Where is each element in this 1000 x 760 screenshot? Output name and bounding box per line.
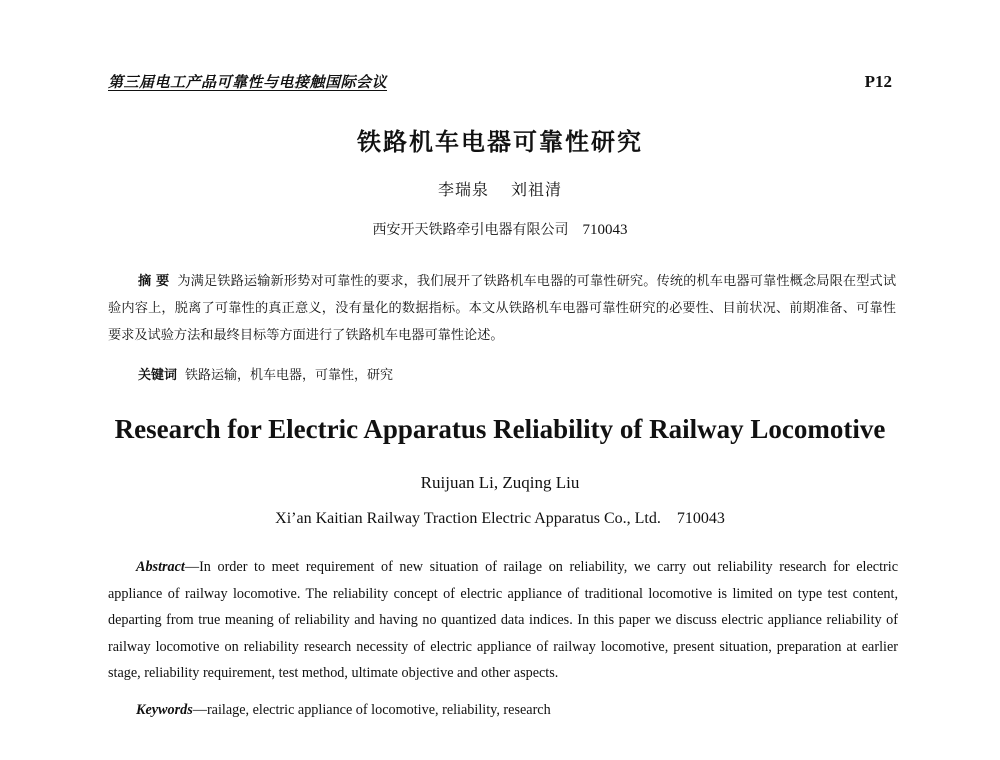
english-abstract-label: Abstract — [136, 559, 185, 575]
english-abstract-separator: — — [184, 559, 200, 575]
chinese-keywords — [138, 364, 393, 383]
chinese-abstract-text: 为满足铁路运输新形势对可靠性的要求，我们展开了铁路机车电器的可靠性研究。传统的机车电器可靠性概念局限在型式试验内容上，脱离了可靠性的真正意义，没有量化的数据指标。本文从铁路机车电器可靠性研究的必要性、目前状况、前期准备、可靠性要求及试验方法和最终目标等方面进行了铁路机车电器可靠性论述。 — [108, 274, 897, 343]
chinese-affiliation — [0, 219, 1000, 239]
english-keywords-label: Keywords — [136, 702, 193, 718]
chinese-author-2: 刘祖清 — [511, 180, 563, 199]
page-number: P12 — [864, 72, 892, 91]
english-authors: Ruijuan Li, Zuqing Liu — [420, 473, 580, 492]
chinese-abstract — [108, 268, 896, 349]
english-title: Research for Electric Apparatus Reliability of Railway Locomotive — [114, 414, 886, 444]
english-abstract-text: In order to meet requirement of new situation of railage on reliability, we carry out reliability research for electric appliance of railway locomotive. The reliability concept of electric appliance of traditional locomotive is limited on type test content, departing from true meaning of reliability and having no quantized data indices. In this paper we discuss electric appliance reliability of railway locomotive on reliability research necessity of electric appliance of railway locomotive, present situation, preparation at earlier stage, reliability requirement, test method, ultimate objective and other aspects. — [108, 559, 898, 681]
english-postal-code: 710043 — [676, 510, 725, 527]
english-affiliation-name: Xi’an Kaitian Railway Traction Electric Apparatus Co., Ltd. — [275, 510, 661, 527]
running-header — [108, 70, 892, 92]
chinese-keywords-label: 关键词 — [138, 368, 178, 383]
chinese-authors — [0, 177, 1000, 200]
english-keywords — [136, 702, 551, 719]
english-abstract — [108, 554, 898, 687]
english-keywords-text: railage, electric appliance of locomotive, reliability, research — [206, 702, 551, 718]
chinese-author-1: 李瑞泉 — [437, 180, 489, 199]
chinese-abstract-label: 摘 要 — [138, 274, 170, 289]
chinese-affiliation-name: 西安开天铁路牵引电器有限公司 — [372, 222, 569, 238]
english-affiliation — [0, 510, 1000, 528]
english-keywords-separator: — — [192, 702, 207, 718]
conference-name: 第三届电工产品可靠性与电接触国际会议 — [108, 73, 388, 91]
chinese-title: 铁路机车电器可靠性研究 — [357, 128, 643, 156]
chinese-keywords-text: 铁路运输，机车电器，可靠性，研究 — [185, 368, 394, 383]
chinese-postal-code: 710043 — [582, 222, 628, 238]
